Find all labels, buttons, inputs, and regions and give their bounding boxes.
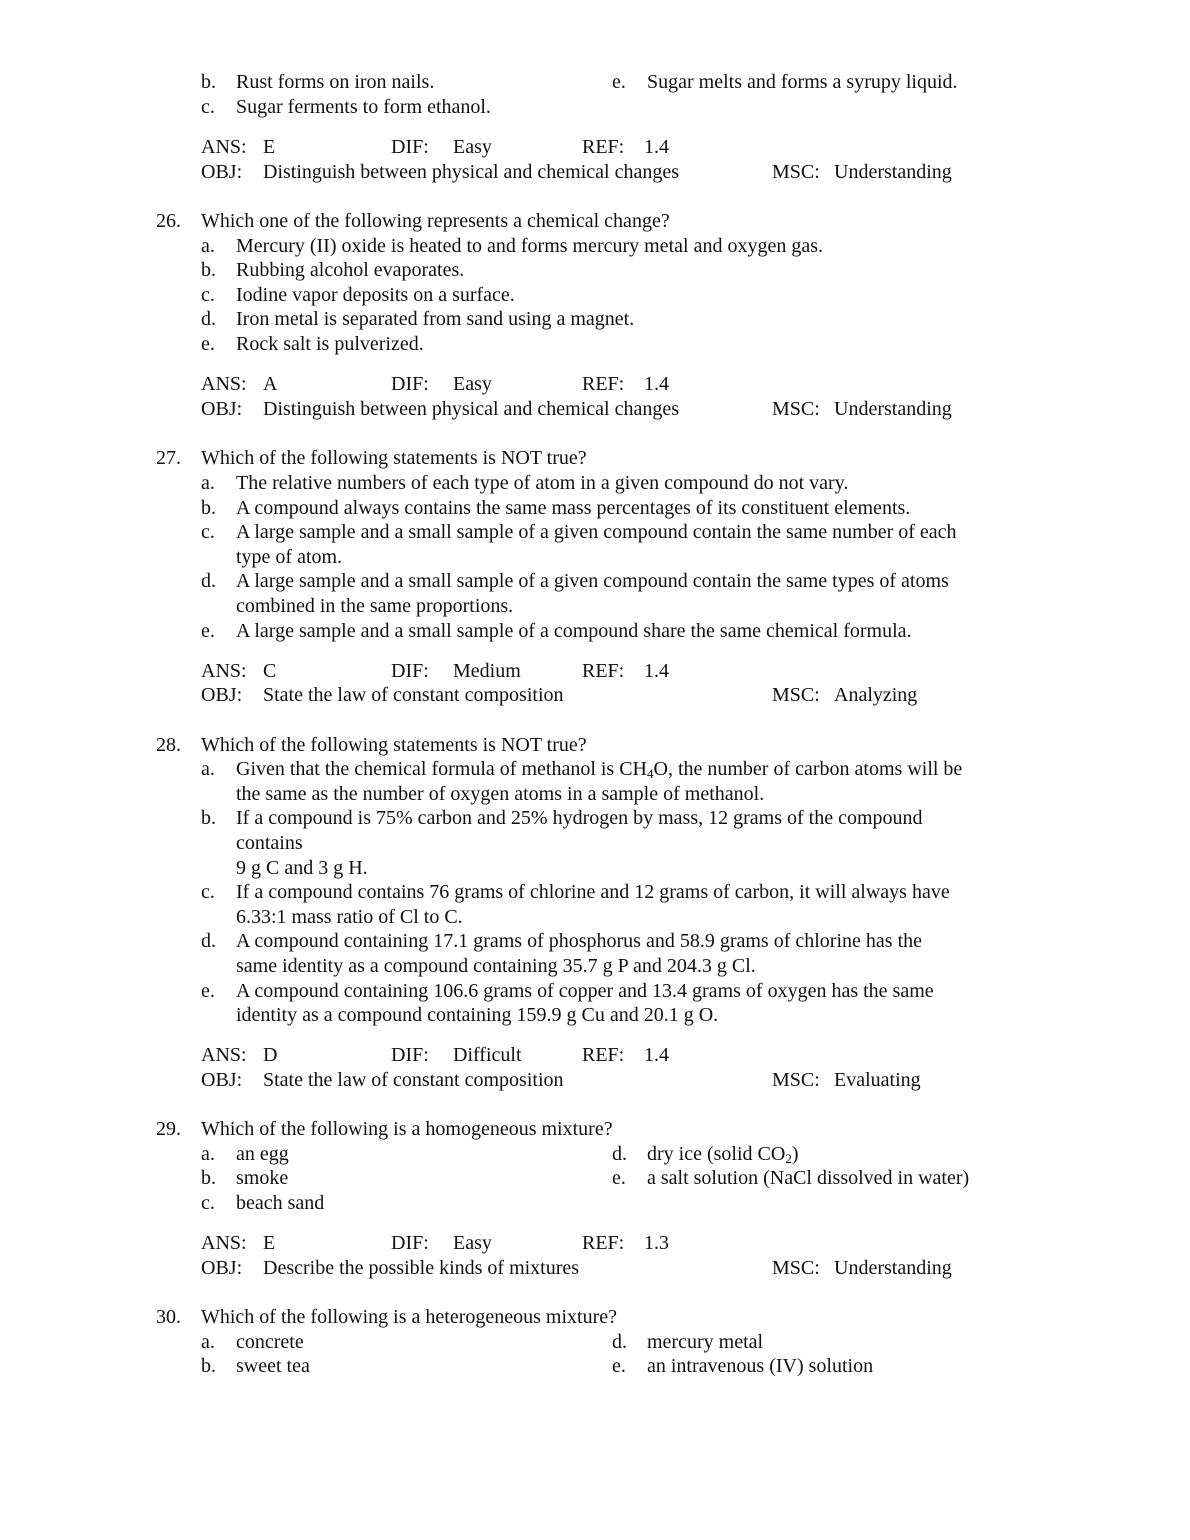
option-letter: e. [201, 980, 215, 1002]
option-text: A large sample and a small sample of a given compound contain the same number of each [236, 521, 957, 543]
option-text: smoke [236, 1167, 289, 1189]
option-text: an intravenous (IV) solution [647, 1355, 874, 1377]
option-letter: b. [201, 497, 216, 519]
option-text: A compound containing 106.6 grams of copper and 13.4 grams of oxygen has the same [236, 980, 934, 1002]
option-text-continued: same identity as a compound containing 35.7 g P and 204.3 g Cl. [236, 955, 756, 977]
ref-label: REF: [582, 660, 625, 682]
obj-label: OBJ: [201, 684, 243, 706]
question-number: 30. [156, 1306, 181, 1328]
obj-label: OBJ: [201, 1257, 243, 1279]
dif-label: DIF: [391, 1044, 429, 1066]
option-letter: b. [201, 1167, 216, 1189]
option-letter: a. [201, 758, 215, 780]
option-letter: e. [612, 1167, 626, 1189]
question-stem: Which of the following is a heterogeneous mixture? [201, 1306, 617, 1328]
option-text: Sugar melts and forms a syrupy liquid. [647, 71, 958, 93]
ans-label: ANS: [201, 660, 247, 682]
option-text: A large sample and a small sample of a given compound contain the same types of atoms [236, 570, 949, 592]
option-text: Rock salt is pulverized. [236, 333, 424, 355]
option-text: A compound containing 17.1 grams of phosphorus and 58.9 grams of chlorine has the [236, 930, 922, 952]
ans-value: D [263, 1044, 278, 1066]
option-letter: c. [201, 881, 215, 903]
ans-value: C [263, 660, 277, 682]
option-letter: e. [612, 71, 626, 93]
option-text: beach sand [236, 1192, 325, 1214]
msc-value: Understanding [834, 161, 952, 183]
msc-value: Understanding [834, 398, 952, 420]
obj-label: OBJ: [201, 398, 243, 420]
obj-label: OBJ: [201, 161, 243, 183]
option-letter: c. [201, 521, 215, 543]
msc-value: Understanding [834, 1257, 952, 1279]
option-text: mercury metal [647, 1331, 764, 1353]
option-text: A large sample and a small sample of a compound share the same chemical formula. [236, 620, 912, 642]
question-number: 29. [156, 1118, 181, 1140]
dif-value: Medium [453, 660, 521, 682]
option-text-continued: 9 g C and 3 g H. [236, 857, 368, 879]
obj-label: OBJ: [201, 1069, 243, 1091]
ref-value: 1.4 [644, 1044, 669, 1066]
option-text: Rubbing alcohol evaporates. [236, 259, 465, 281]
ans-value: A [263, 373, 278, 395]
msc-label: MSC: [772, 161, 820, 183]
option-letter: a. [201, 235, 215, 257]
subscript: 4 [647, 766, 654, 781]
option-text: Rust forms on iron nails. [236, 71, 435, 93]
option-letter: a. [201, 1143, 215, 1165]
option-text-continued: type of atom. [236, 546, 343, 568]
option-letter: d. [612, 1143, 627, 1165]
option-letter: b. [201, 259, 216, 281]
obj-value: State the law of constant composition [263, 1069, 564, 1091]
option-letter: b. [201, 1355, 216, 1377]
dif-value: Easy [453, 373, 492, 395]
ref-value: 1.4 [644, 136, 669, 158]
ref-value: 1.4 [644, 373, 669, 395]
option-text-continued: the same as the number of oxygen atoms in a sample of methanol. [236, 783, 765, 805]
option-letter: d. [201, 308, 216, 330]
msc-label: MSC: [772, 684, 820, 706]
option-letter: b. [201, 807, 216, 829]
option-text: Mercury (II) oxide is heated to and forms mercury metal and oxygen gas. [236, 235, 824, 257]
option-letter: d. [201, 930, 216, 952]
option-text: A compound always contains the same mass percentages of its constituent elements. [236, 497, 911, 519]
option-letter: a. [201, 1331, 215, 1353]
ref-label: REF: [582, 1232, 625, 1254]
dif-label: DIF: [391, 136, 429, 158]
subscript: 2 [785, 1151, 792, 1166]
ans-value: E [263, 136, 276, 158]
obj-value: Describe the possible kinds of mixtures [263, 1257, 580, 1279]
msc-value: Evaluating [834, 1069, 921, 1091]
question-number: 26. [156, 210, 181, 232]
option-text: The relative numbers of each type of atom in a given compound do not vary. [236, 472, 849, 494]
ref-label: REF: [582, 1044, 625, 1066]
dif-label: DIF: [391, 1232, 429, 1254]
option-text: dry ice (solid $CO_2$) [647, 1143, 799, 1166]
option-text-continued: 6.33:1 mass ratio of Cl to C. [236, 906, 463, 928]
option-text-continued: combined in the same proportions. [236, 595, 514, 617]
dif-label: DIF: [391, 373, 429, 395]
option-letter: c. [201, 284, 215, 306]
question-stem: Which one of the following represents a chemical change? [201, 210, 670, 232]
ref-value: 1.3 [644, 1232, 669, 1254]
question-stem: Which of the following statements is NOT true? [201, 447, 587, 469]
option-text: Iodine vapor deposits on a surface. [236, 284, 515, 306]
obj-value: Distinguish between physical and chemical changes [263, 398, 679, 420]
option-letter: e. [612, 1355, 626, 1377]
question-stem: Which of the following is a homogeneous mixture? [201, 1118, 613, 1140]
option-text: a salt solution (NaCl dissolved in water) [647, 1167, 970, 1189]
option-letter: b. [201, 71, 216, 93]
option-letter: d. [612, 1331, 627, 1353]
option-letter: c. [201, 1192, 215, 1214]
ans-value: E [263, 1232, 276, 1254]
option-text-continued: identity as a compound containing 159.9 g Cu and 20.1 g O. [236, 1004, 719, 1026]
dif-value: Easy [453, 1232, 492, 1254]
msc-value: Analyzing [834, 684, 918, 706]
option-text: sweet tea [236, 1355, 310, 1377]
option-text: Given that the chemical formula of methanol is $CH_4O$, the number of carbon atoms will be [236, 758, 963, 781]
option-letter: e. [201, 333, 215, 355]
ans-label: ANS: [201, 136, 247, 158]
ans-label: ANS: [201, 373, 247, 395]
ref-label: REF: [582, 373, 625, 395]
option-text: concrete [236, 1331, 304, 1353]
option-text: If a compound contains 76 grams of chlorine and 12 grams of carbon, it will always have [236, 881, 950, 903]
question-stem: Which of the following statements is NOT true? [201, 734, 587, 756]
ans-label: ANS: [201, 1044, 247, 1066]
obj-value: State the law of constant composition [263, 684, 564, 706]
ref-value: 1.4 [644, 660, 669, 682]
msc-label: MSC: [772, 398, 820, 420]
option-letter: a. [201, 472, 215, 494]
msc-label: MSC: [772, 1069, 820, 1091]
option-text: Iron metal is separated from sand using a magnet. [236, 308, 635, 330]
option-letter: e. [201, 620, 215, 642]
msc-label: MSC: [772, 1257, 820, 1279]
ref-label: REF: [582, 136, 625, 158]
ans-label: ANS: [201, 1232, 247, 1254]
option-text-continued: contains [236, 832, 303, 854]
option-text: If a compound is 75% carbon and 25% hydrogen by mass, 12 grams of the compound [236, 807, 923, 829]
option-letter: c. [201, 96, 215, 118]
dif-value: Difficult [453, 1044, 522, 1066]
option-text: Sugar ferments to form ethanol. [236, 96, 491, 118]
dif-label: DIF: [391, 660, 429, 682]
obj-value: Distinguish between physical and chemical changes [263, 161, 679, 183]
question-number: 28. [156, 734, 181, 756]
option-text: an egg [236, 1143, 289, 1165]
option-letter: d. [201, 570, 216, 592]
question-number: 27. [156, 447, 181, 469]
dif-value: Easy [453, 136, 492, 158]
